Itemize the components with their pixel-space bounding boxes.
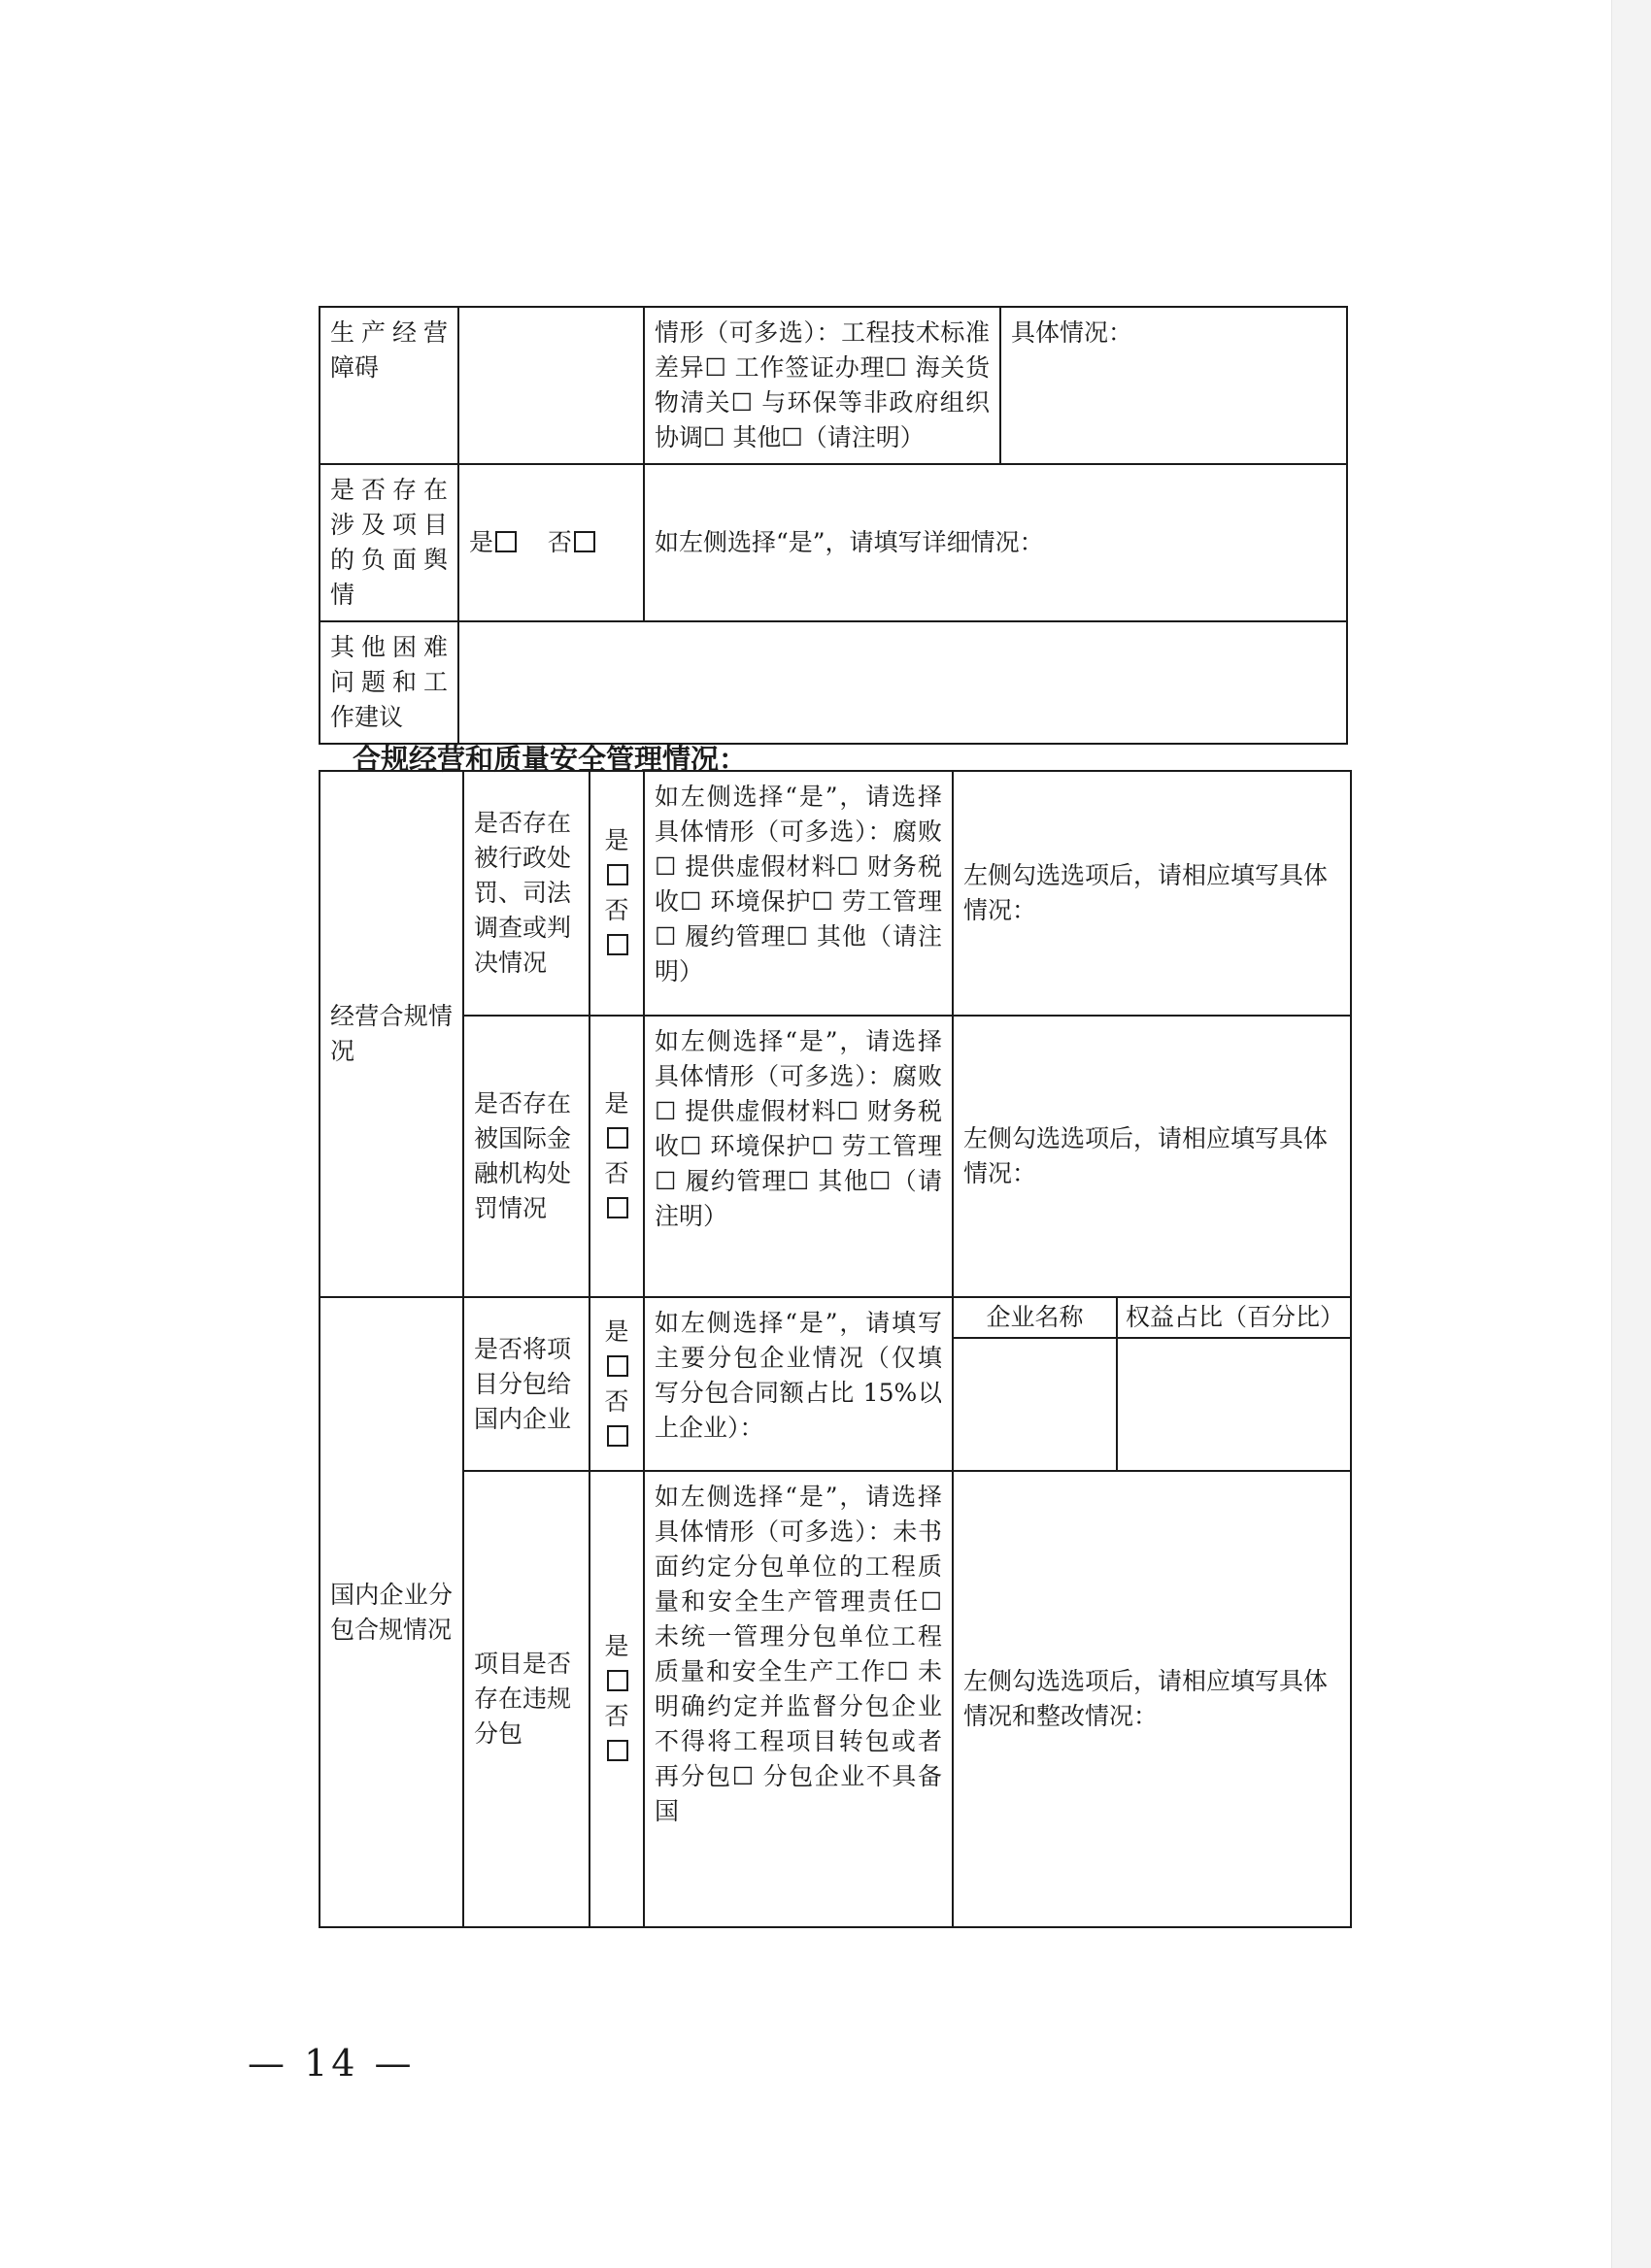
ifi-penalty-detail[interactable]: 左侧勾选选项后，请相应填写具体情况： [953, 1016, 1351, 1297]
subcontract-companies [953, 1297, 1351, 1471]
no-checkbox[interactable] [607, 1425, 628, 1447]
admin-penalty-choice[interactable] [590, 771, 644, 1016]
no-checkbox[interactable] [607, 934, 628, 955]
yes-checkbox[interactable] [495, 531, 517, 552]
no-checkbox[interactable] [574, 531, 595, 552]
obstacle-detail[interactable]: 具体情况： [1000, 307, 1347, 464]
admin-penalty-question: 是否存在被行政处罚、司法调查或判决情况 [463, 771, 590, 1016]
negative-opinion-label: 是否存在涉及项目的负面舆情 [320, 464, 458, 621]
negative-opinion-choice[interactable] [458, 464, 644, 621]
admin-penalty-detail[interactable]: 左侧勾选选项后，请相应填写具体情况： [953, 771, 1351, 1016]
subcontract-question: 是否将项目分包给国内企业 [463, 1297, 590, 1471]
subcontract-compliance-label: 国内企业分包合规情况 [320, 1297, 463, 1927]
admin-penalty-options: 如左侧选择“是”，请选择具体情形（可多选）：腐败☐ 提供虚假材料☐ 财务税收☐ 环境保护☐ 劳工管理☐ 履约管理☐ 其他（请注明） [644, 771, 953, 1016]
no-label: 否 [604, 896, 629, 924]
no-label: 否 [604, 1159, 629, 1187]
yes-label: 是 [604, 1317, 629, 1346]
yes-checkbox[interactable] [607, 1127, 628, 1149]
col-company-name: 企业名称 [954, 1298, 1117, 1338]
other-issues-label: 其他困难问题和工作建议 [320, 621, 458, 744]
subcontract-inner-table [954, 1298, 1352, 1470]
other-issues-value[interactable] [458, 621, 1347, 744]
negative-opinion-note[interactable]: 如左侧选择“是”，请填写详细情况： [644, 464, 1347, 621]
yes-checkbox[interactable] [607, 1670, 628, 1691]
company-name-cell[interactable] [954, 1338, 1117, 1470]
obstacle-value-cell[interactable] [458, 307, 644, 464]
section-title: 合规经营和质量安全管理情况： [353, 743, 748, 776]
illegal-subcontract-choice[interactable] [590, 1471, 644, 1927]
yes-label: 是 [604, 1089, 629, 1117]
yes-label: 是 [604, 826, 629, 854]
yes-label: 是 [469, 528, 494, 556]
operation-compliance-label: 经营合规情况 [320, 771, 463, 1297]
obstacle-options: 情形（可多选）：工程技术标准差异☐ 工作签证办理☐ 海关货物清关☐ 与环保等非政府组织协调☐ 其他☐（请注明） [644, 307, 1000, 464]
compliance-table [319, 770, 1352, 1928]
no-label: 否 [547, 528, 572, 556]
ifi-penalty-options: 如左侧选择“是”，请选择具体情形（可多选）：腐败☐ 提供虚假材料☐ 财务税收☐ 环境保护☐ 劳工管理☐ 履约管理☐ 其他☐（请注明） [644, 1016, 953, 1297]
page-edge-shadow [1611, 0, 1651, 2268]
ifi-penalty-question: 是否存在被国际金融机构处罚情况 [463, 1016, 590, 1297]
page-number: — 14 — [248, 2042, 416, 2085]
yes-label: 是 [604, 1632, 629, 1660]
yes-checkbox[interactable] [607, 864, 628, 885]
illegal-subcontract-question: 项目是否存在违规分包 [463, 1471, 590, 1927]
no-checkbox[interactable] [607, 1740, 628, 1761]
yes-checkbox[interactable] [607, 1355, 628, 1377]
illegal-subcontract-detail[interactable]: 左侧勾选选项后，请相应填写具体情况和整改情况： [953, 1471, 1351, 1927]
col-equity-ratio: 权益占比（百分比） [1117, 1298, 1352, 1338]
illegal-subcontract-options: 如左侧选择“是”，请选择具体情形（可多选）：未书面约定分包单位的工程质量和安全生产管理责任☐ 未统一管理分包单位工程质量和安全生产工作☐ 未明确约定并监督分包企业不得将工程项目转包或者再分包☐ 分包企业不具备国 [644, 1471, 953, 1927]
subcontract-note: 如左侧选择“是”，请填写主要分包企业情况（仅填写分包合同额占比 15%以上企业）： [644, 1297, 953, 1471]
equity-ratio-cell[interactable] [1117, 1338, 1352, 1470]
subcontract-choice[interactable] [590, 1297, 644, 1471]
ifi-penalty-choice[interactable] [590, 1016, 644, 1297]
no-label: 否 [604, 1386, 629, 1416]
project-issues-table [319, 306, 1348, 745]
no-checkbox[interactable] [607, 1197, 628, 1218]
no-label: 否 [604, 1702, 629, 1730]
obstacle-label: 生产经营障碍 [320, 307, 458, 464]
